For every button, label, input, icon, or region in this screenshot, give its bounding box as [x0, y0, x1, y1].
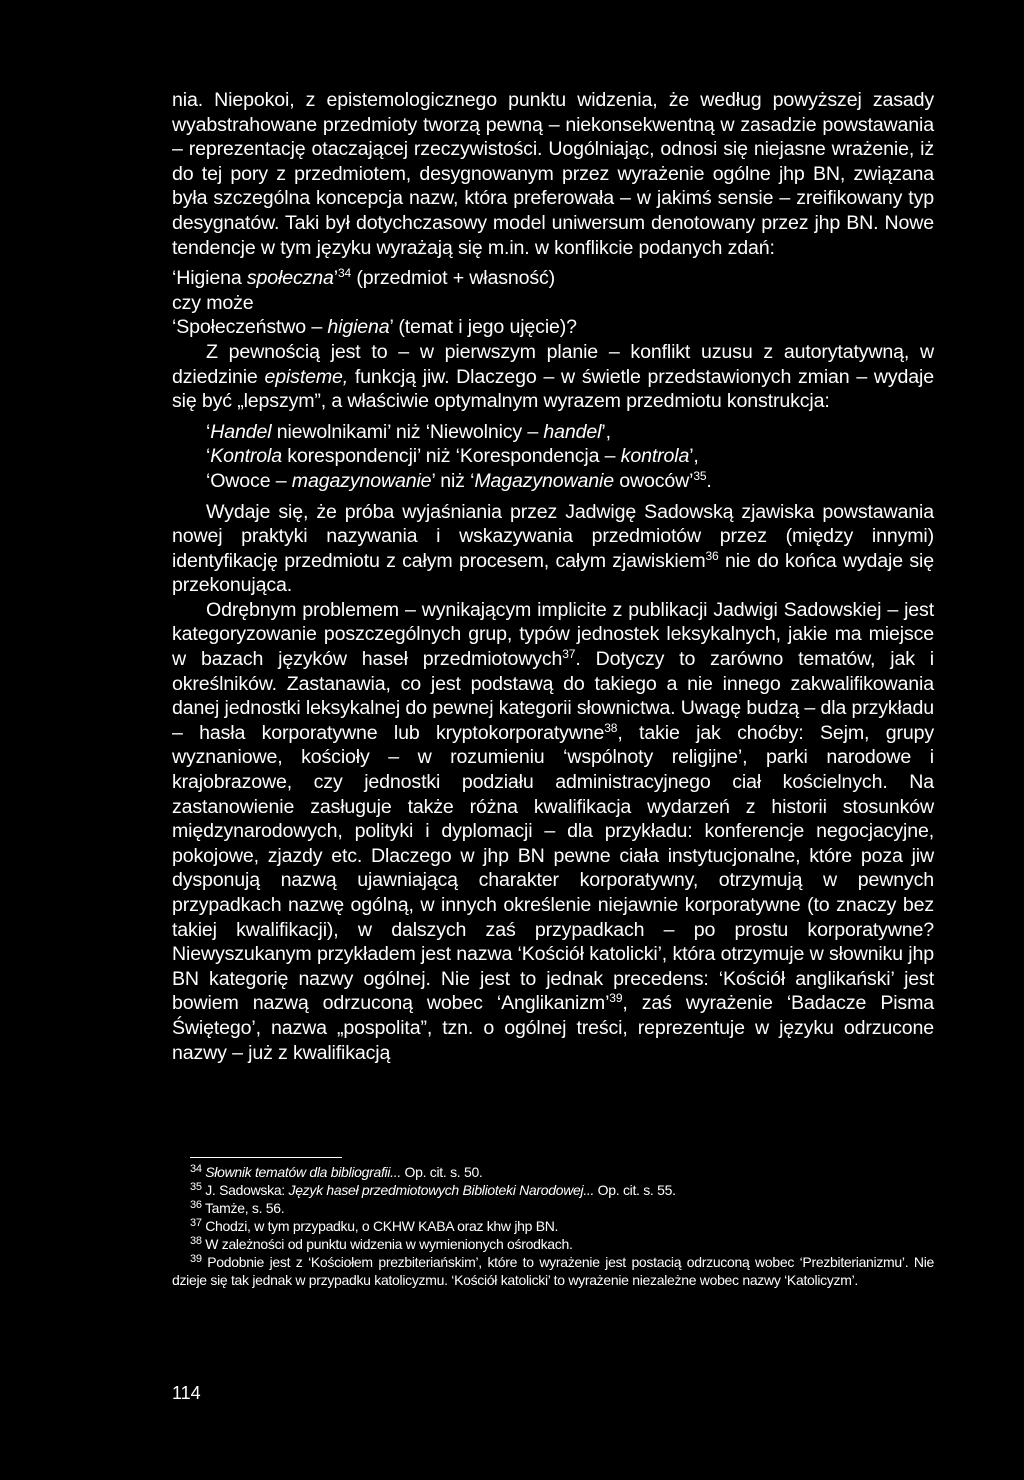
footnote-divider: [190, 1157, 342, 1158]
paragraph-3: [172, 500, 934, 598]
footnote-37: [172, 1217, 934, 1235]
example-text: ’,: [601, 420, 611, 443]
example-italic: handel: [543, 420, 602, 443]
example-italic: Magazynowanie: [474, 469, 614, 492]
footnote-38: [172, 1235, 934, 1253]
italic-term: episteme,: [264, 365, 349, 388]
footnote-39: [172, 1253, 934, 1289]
footnote-ref: 39: [609, 991, 623, 1006]
example-italic: magazynowanie: [291, 469, 432, 492]
footnote-35: [172, 1181, 934, 1199]
footnote-number: 35: [190, 1181, 202, 1193]
footnote-number: 36: [190, 1199, 202, 1211]
example-line: [172, 266, 934, 291]
paragraph-text: , takie jak choćby: Sejm, grupy wyznaniowe, kościoły – w rozumieniu ‘wspólnoty religijne’, parki narodowe i krajobrazowe, czy jednostki podziału administracyjnego ciał kościelnych. Na zastanowienie zasługuje także różna kwalifikacja wydarzeń z historii stosunków międzynarodowych, polityki i dyplomacji – dla przykładu: konferencje negocjacyjne, pokojowe, zjazdy etc. Dlaczego w jhp BN pewne ciała instytucjonalne, które poza jiw dysponują nazwą ujawniającą charakter korporatywny, otrzymują w pewnych przypadkach nazwę ogólną, w innych określenie niejawnie korporatywne (to znaczy bez takiej kwalifikacji), w dalszych zaś przypadkach – po prostu korporatywne? Niewyszukanym przykładem jest nazwa ‘Kościół katolicki’, która otrzymuje w słowniku jhp BN kategorię nazwy ogólnej. Nie jest to jednak precedens: ‘Kościół anglikański’ jest bowiem nazwą odrzuconą wobec ‘Anglikanizm’: [172, 721, 934, 1015]
example-text: .: [706, 469, 712, 492]
paragraph-4: [172, 598, 934, 1065]
footnote-number: 39: [190, 1253, 202, 1265]
paragraph-text: Wydaje się, że próba wyjaśniania przez Jadwigę Sadowską zjawiska powstawania nowej praktyki nazywania i wskazywania przedmiotów przez (między innymi) identyfikację przedmiotu z całym procesem, całym zjawiskiem: [172, 500, 934, 572]
example-text: (przedmiot + własność): [351, 267, 556, 290]
footnote-ref: 37: [562, 647, 576, 662]
example-text: niewolnikami’ niż ‘Niewolnicy –: [271, 420, 544, 443]
paragraph-1-text: nia. Niepokoi, z epistemologicznego punktu widzenia, że według powyższej zasady wyabstrahowane przedmioty tworzą pewną – niekonsekwentną w zasadzie powstawania – reprezentację otaczającej rzeczywistości. Uogólniając, odnosi się niejasne wrażenie, iż do tej pory z przedmiotem, desygnowanym przez wyrażenie ogólne jhp BN, związana była szczególna koncepcja nazw, która preferowała – w jakimś sensie – zreifikowany typ desygnatów. Taki był dotychczasowy model uniwersum denotowany przez jhp BN. Nowe tendencje w tym języku wyrażają się m.in. w konflikcie podanych zdań:: [172, 89, 934, 259]
example-line: [172, 315, 934, 340]
page-number: 114: [172, 1383, 201, 1403]
example-line: [206, 444, 934, 469]
example-text: ’,: [689, 445, 699, 468]
example-line: [206, 420, 934, 445]
footnote-text: J. Sadowska:: [205, 1182, 289, 1198]
footnote-36: [172, 1199, 934, 1217]
paragraph-text: , zaś wyrażenie ‘Badacze Pisma Świętego’, nazwa „pospolita”, tzn. o ogólnej treści, reprezentuje w języku odrzucone nazwy – już z kwalifikacją: [172, 992, 935, 1064]
example-italic: Kontrola: [210, 445, 282, 468]
example-text: ‘Owoce –: [206, 469, 292, 492]
footnote-34: [172, 1163, 934, 1181]
paragraph-text: funkcją jiw. Dlaczego – w świetle przedstawionych zmian – wydaje się być „lepszym”, a właściwie optymalnym wyrazem przedmiotu konstrukcja:: [172, 365, 934, 413]
footnote-text: Op. cit. s. 55.: [594, 1182, 676, 1198]
example-line: czy może: [172, 291, 254, 314]
footnote-number: 38: [190, 1235, 202, 1247]
footnote-text: Op. cit. s. 50.: [400, 1164, 483, 1180]
footnote-text: W zależności od punktu widzenia w wymienionych ośrodkach.: [205, 1236, 573, 1252]
paragraph-2: [172, 340, 934, 414]
example-line: [206, 469, 934, 494]
example-italic: społeczna: [246, 267, 334, 290]
paragraph-text: Odrębnym problemem – wynikającym implicite z publikacji Jadwigi Sadowskiej – jest kategoryzowanie poszczególnych grup, typów jednostek leksykalnych, jakie ma miejsce w bazach języków haseł przedmiotowych: [172, 598, 934, 671]
paragraph-text: . Dotyczy to zarówno tematów, jak i określników. Zastanawia, co jest podstawą do takiego a nie innego zakwalifikowania danej jednostki leksykalnej do pewnej kategorii słownictwa. Uwagę budzą – dla przykładu – hasła korporatywne lub kryptokorporatywne: [172, 648, 935, 744]
footnote-ref: 34: [338, 266, 352, 281]
example-text: ’ (temat i jego ujęcie)?: [389, 316, 577, 339]
footnote-text: Tamże, s. 56.: [204, 1200, 285, 1216]
paragraph-text: Z pewnością jest to – w pierwszym planie – konflikt uzusu z autorytatywną, w dziedzinie: [172, 340, 934, 388]
body-text: [172, 88, 934, 1065]
footnote-text: Podobnie jest z ‘Kościołem prezbiteriańskim’, które to wyrażenie jest postacią odrzuconą wobec ‘Prezbiterianizmu’. Nie dzieje się tak jednak w przypadku katolicyzmu. ‘Kościół katolicki’ to wyrażenie niezależne wobec nazwy ‘Katolicyzm’.: [172, 1254, 934, 1288]
example-block-2: [172, 420, 934, 494]
footnote-ref: 38: [604, 720, 618, 735]
paragraph-text: nie do końca wydaje się przekonująca.: [172, 549, 934, 597]
example-text: ’: [333, 267, 338, 290]
example-italic: Handel: [210, 420, 272, 443]
footnote-ref: 36: [705, 548, 719, 563]
footnote-italic: Słownik tematów dla bibliografii...: [205, 1164, 401, 1180]
example-text: korespondencji’ niż ‘Korespondencja –: [281, 445, 621, 468]
footnote-text: Chodzi, w tym przypadku, o CKHW KABA oraz khw jhp BN.: [205, 1218, 559, 1234]
example-text: ‘: [206, 445, 211, 468]
example-text: ‘Higiena: [172, 267, 247, 290]
example-italic: higiena: [327, 316, 390, 339]
example-text: ‘Społeczeństwo –: [172, 316, 328, 339]
example-italic: kontrola: [620, 445, 690, 468]
example-text: owoców’: [613, 469, 694, 492]
footnote-number: 34: [190, 1163, 202, 1175]
footnote-number: 37: [190, 1217, 202, 1229]
footnotes: [172, 1163, 934, 1289]
example-block-1: [172, 266, 934, 340]
footnote-ref: 35: [693, 468, 707, 483]
paragraph-1: [172, 88, 934, 260]
footnote-italic: Język haseł przedmiotowych Biblioteki Narodowej...: [288, 1182, 595, 1198]
example-text: ‘: [206, 420, 211, 443]
example-text: ’ niż ‘: [431, 469, 475, 492]
